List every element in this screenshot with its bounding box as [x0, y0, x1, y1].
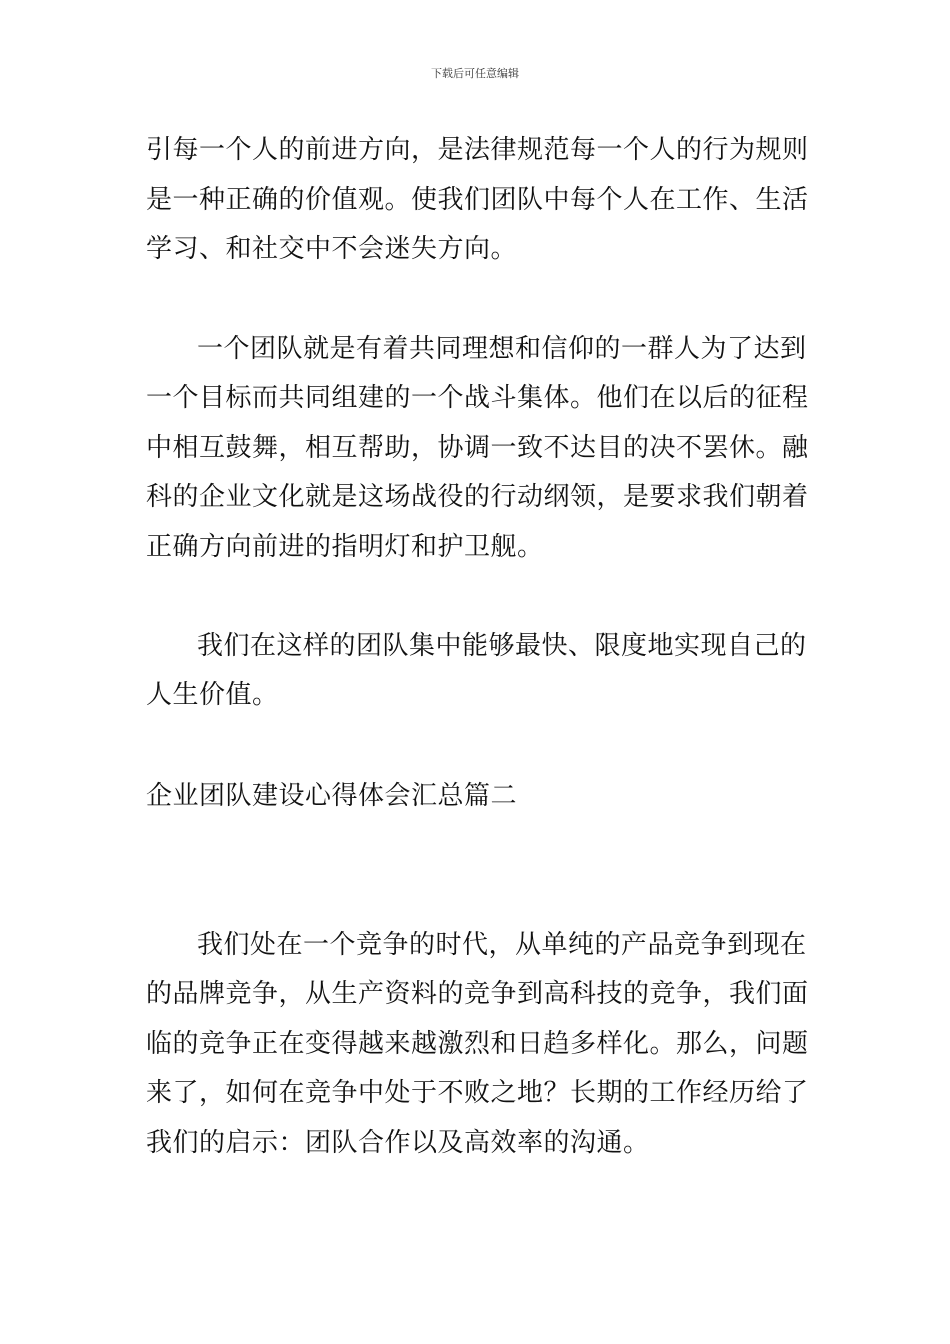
paragraph-line: 中相互鼓舞，相互帮助，协调一致不达目的决不罢休。融 [146, 433, 809, 463]
paragraph-line: 我们在这样的团队集中能够最快、限度地实现自己的 [197, 631, 807, 661]
paragraph-line: 学习、和社交中不会迷失方向。 [146, 234, 518, 264]
paragraph-line: 科的企业文化就是这场战役的行动纲领，是要求我们朝着 [146, 482, 809, 512]
paragraph-line: 正确方向前进的指明灯和护卫舰。 [146, 532, 544, 562]
paragraph-line: 临的竞争正在变得越来越激烈和日趋多样化。那么，问题 [146, 1029, 809, 1059]
paragraph-line: 我们处在一个竞争的时代，从单纯的产品竞争到现在 [197, 930, 807, 960]
paragraph-line: 引每一个人的前进方向，是法律规范每一个人的行为规则 [146, 135, 809, 165]
paragraph-line: 的品牌竞争，从生产资料的竞争到高科技的竞争，我们面 [146, 979, 809, 1009]
paragraph-line: 人生价值。 [146, 680, 279, 710]
paragraph-line: 我们的启示：团队合作以及高效率的沟通。 [146, 1128, 650, 1158]
section-heading: 企业团队建设心得体会汇总篇二 [146, 781, 518, 811]
paragraph-line: 一个目标而共同组建的一个战斗集体。他们在以后的征程 [146, 383, 809, 413]
paragraph-line: 来了，如何在竞争中处于不败之地？长期的工作经历给了 [146, 1078, 809, 1108]
paragraph-line: 是一种正确的价值观。使我们团队中每个人在工作、生活 [146, 185, 809, 215]
paragraph-line: 一个团队就是有着共同理想和信仰的一群人为了达到 [197, 334, 807, 364]
page-header-note: 下载后可任意编辑 [431, 67, 519, 80]
